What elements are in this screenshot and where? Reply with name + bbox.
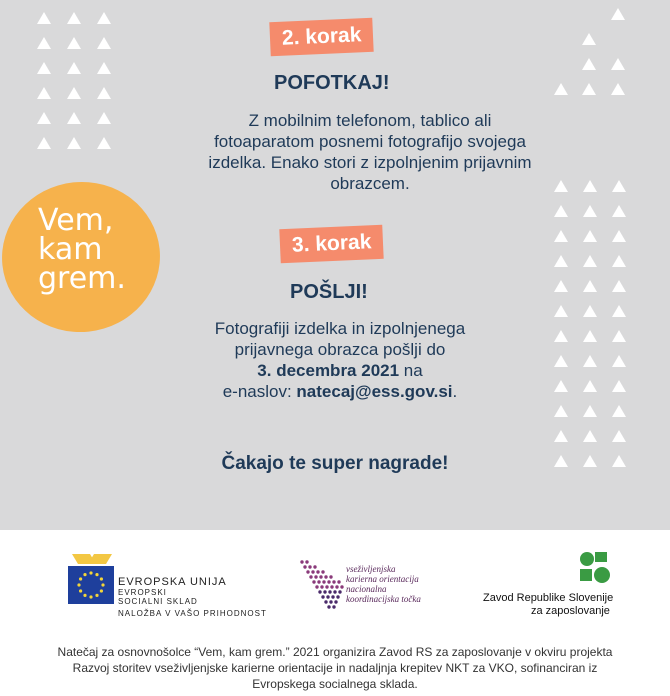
triangle-icon (612, 180, 626, 192)
note-line: Razvoj storitev vseživljenjske karierne orientacije in nadaljnja krepitev NKT za VKO, sofinanciran iz (72, 661, 598, 675)
triangle-icon (554, 405, 568, 417)
triangle-icon (67, 112, 81, 124)
triangle-icon (554, 355, 568, 367)
triangle-icon (37, 12, 51, 24)
zrss-line: za zaposlovanje (531, 605, 610, 617)
triangle-icon (97, 112, 111, 124)
triangle-icon (97, 12, 111, 24)
triangle-icon (583, 330, 597, 342)
eu-line: SOCIALNI SKLAD (118, 597, 198, 606)
triangle-icon (97, 137, 111, 149)
triangle-icon (97, 87, 111, 99)
triangle-icon (583, 380, 597, 392)
triangle-icon (67, 12, 81, 24)
triangle-icon (97, 37, 111, 49)
logo-line: Vem, (38, 203, 114, 238)
email-suffix: . (452, 382, 458, 401)
nkt-line: nacionalna (346, 584, 387, 594)
triangle-icon (611, 8, 625, 20)
triangle-icon (583, 180, 597, 192)
footer-note (20, 644, 650, 692)
triangle-icon (554, 430, 568, 442)
triangle-icon (612, 380, 626, 392)
step2-body (190, 110, 550, 194)
triangle-icon (612, 230, 626, 242)
step3-tag: 3. korak (279, 225, 384, 263)
zrss-mark-icon (578, 550, 612, 584)
triangle-icon (554, 83, 568, 95)
zrss-line: Zavod Republike Slovenije (483, 592, 614, 604)
triangle-icon (554, 180, 568, 192)
prize-text: Čakajo te super nagrade! (221, 453, 449, 474)
triangle-icon (582, 33, 596, 45)
triangle-icon (37, 37, 51, 49)
triangle-icon (611, 58, 625, 70)
triangle-icon (554, 380, 568, 392)
triangle-icon (583, 305, 597, 317)
triangle-icon (583, 205, 597, 217)
body-line: izdelka. Enako stori z izpolnjenim prijavnim (208, 153, 532, 172)
triangle-icon (37, 62, 51, 74)
triangle-icon (612, 355, 626, 367)
triangle-icon (612, 255, 626, 267)
triangle-icon (37, 112, 51, 124)
body-line: obrazcem. (330, 174, 410, 193)
eu-title: EVROPSKA UNIJA (118, 576, 227, 588)
logo-line: kam (38, 232, 103, 267)
body-line: prijavnega obrazca pošlji do (234, 340, 446, 359)
triangle-icon (582, 58, 596, 70)
eu-line: NALOŽBA V VAŠO PRIHODNOST (118, 609, 267, 618)
eu-line: EVROPSKI (118, 588, 167, 597)
triangle-icon (37, 137, 51, 149)
triangle-icon (612, 405, 626, 417)
triangle-icon (612, 430, 626, 442)
triangle-icon (583, 405, 597, 417)
nkt-line: karierna orientacija (346, 574, 419, 584)
nkt-line: vseživljenjska (346, 564, 396, 574)
triangle-icon (611, 83, 625, 95)
triangle-icon (583, 430, 597, 442)
body-line: fotoaparatom posnemi fotografijo svojega (214, 132, 526, 151)
triangle-icon (583, 255, 597, 267)
triangle-icon (67, 137, 81, 149)
triangle-icon (612, 305, 626, 317)
deadline-suffix: na (399, 361, 423, 380)
triangle-icon (67, 62, 81, 74)
logo-line: grem. (38, 261, 126, 296)
step3-body (160, 318, 520, 402)
triangle-icon (612, 330, 626, 342)
triangle-icon (582, 83, 596, 95)
step3-heading: POŠLJI! (290, 281, 368, 303)
step2-heading: POFOTKAJ! (274, 72, 390, 94)
body-line: Fotografiji izdelka in izpolnjenega (214, 319, 466, 338)
nkt-logo (296, 558, 421, 623)
triangle-icon (612, 280, 626, 292)
nkt-line: koordinacijska točka (346, 594, 421, 604)
triangle-icon (583, 230, 597, 242)
triangle-icon (67, 87, 81, 99)
triangle-icon (554, 205, 568, 217)
body-line: Z mobilnim telefonom, tablico ali (248, 111, 492, 130)
email-link[interactable]: natecaj@ess.gov.si (296, 382, 453, 401)
email-prefix: e-naslov: (222, 382, 297, 401)
triangle-icon (97, 62, 111, 74)
triangle-icon (583, 280, 597, 292)
logo-text (38, 203, 126, 296)
triangle-icon (554, 255, 568, 267)
triangle-icon (583, 355, 597, 367)
triangle-icon (612, 205, 626, 217)
deadline-date: 3. decembra 2021 (257, 361, 400, 380)
email-line (160, 381, 520, 402)
triangle-icon (554, 280, 568, 292)
deadline-line (160, 360, 520, 381)
triangle-icon (554, 330, 568, 342)
eu-logo (66, 554, 267, 621)
triangle-icon (67, 37, 81, 49)
nkt-dots-icon (296, 558, 352, 618)
note-line: Natečaj za osnovnošolce “Vem, kam grem.” 2021 organizira Zavod RS za zaposlovanje v okviru projekta (57, 645, 613, 659)
step2-tag: 2. korak (269, 18, 374, 56)
triangle-icon (554, 305, 568, 317)
eu-flag-icon (66, 554, 118, 616)
triangle-icon (37, 87, 51, 99)
note-line: Evropskega socialnega sklada. (252, 677, 418, 691)
triangle-icon (554, 230, 568, 242)
